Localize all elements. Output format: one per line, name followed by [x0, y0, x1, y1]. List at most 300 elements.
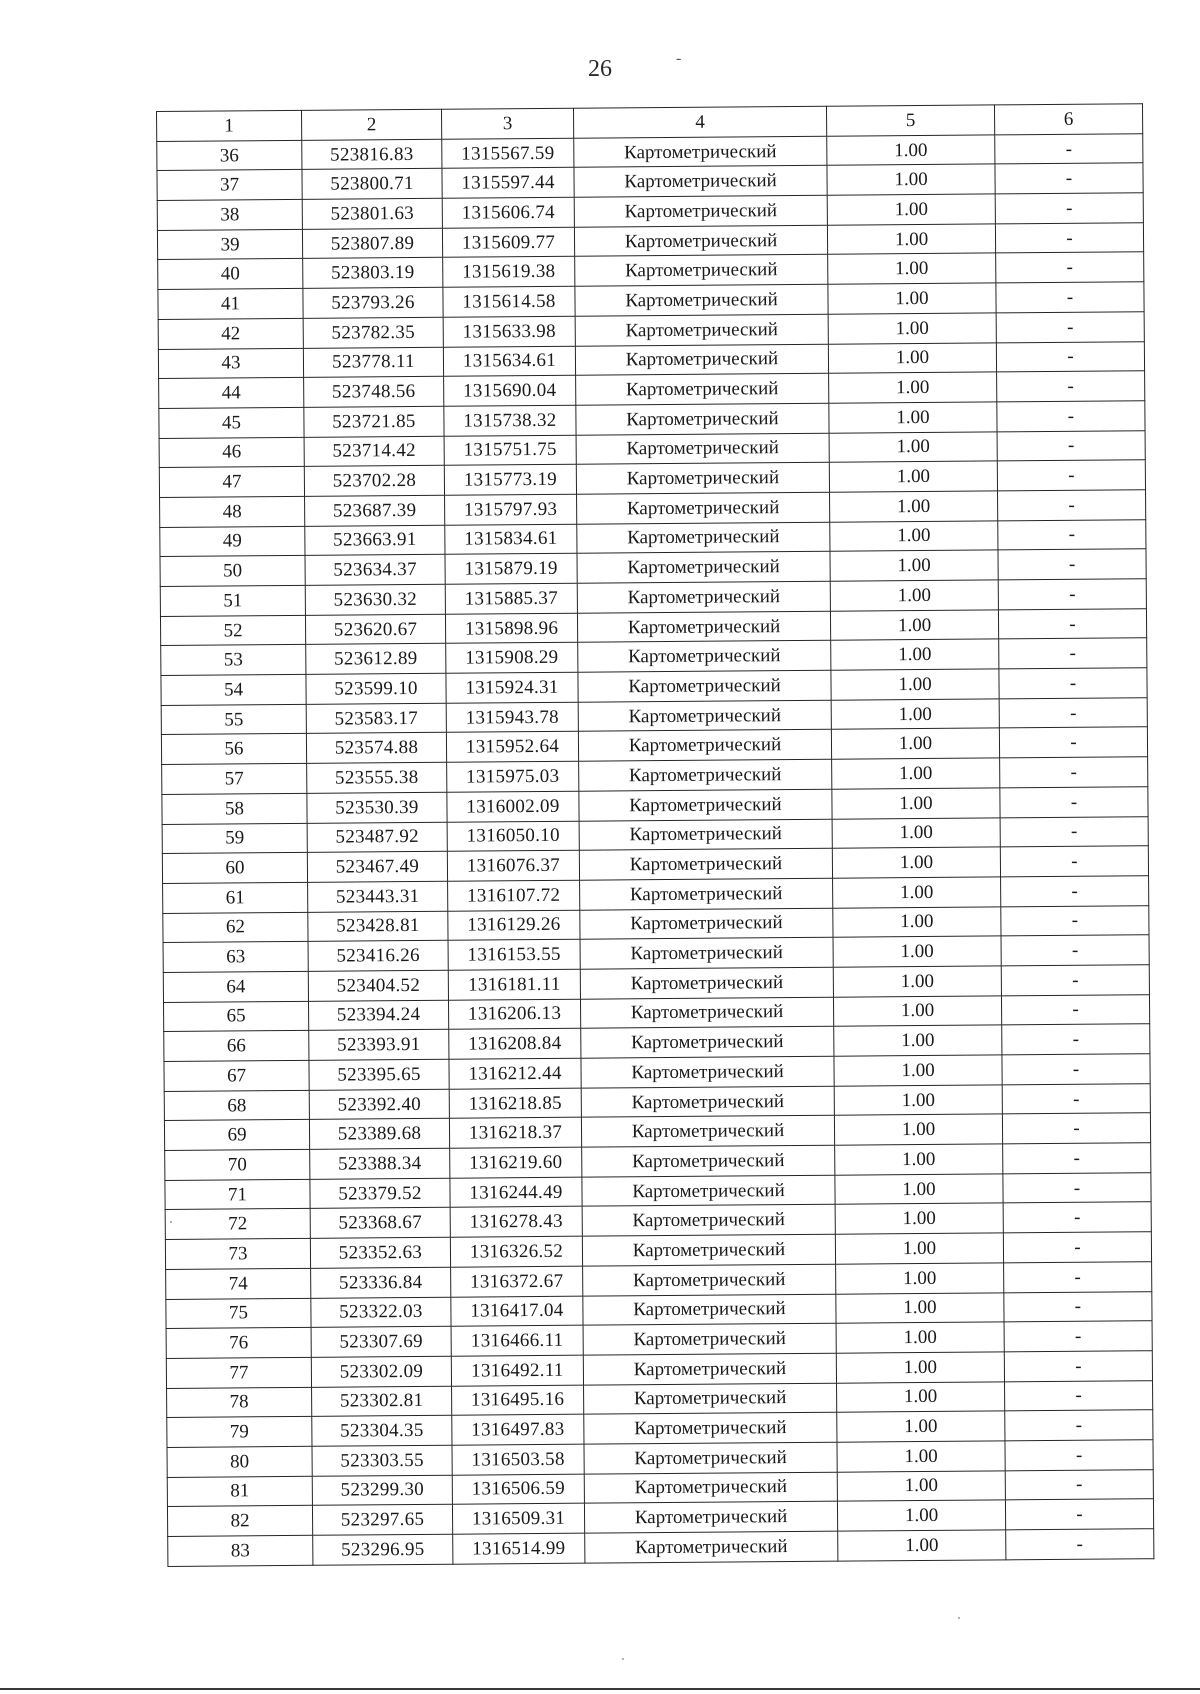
column-header-5: 5	[826, 105, 994, 136]
cell-coordinate-y: 1316497.83	[452, 1414, 584, 1445]
cell-coordinate-x: 523555.38	[307, 762, 447, 793]
cell-accuracy: 1.00	[828, 313, 996, 344]
cell-point-number: 71	[165, 1179, 310, 1210]
cell-coordinate-x: 523800.71	[302, 169, 442, 200]
cell-accuracy: 1.00	[829, 402, 997, 433]
cell-point-number: 41	[158, 288, 303, 319]
cell-coordinate-x: 523299.30	[312, 1475, 452, 1506]
cell-point-number: 55	[161, 704, 306, 735]
cell-coordinate-y: 1315943.78	[446, 702, 578, 733]
cell-method: Картометрический	[575, 284, 828, 316]
cell-coordinate-x: 523322.03	[311, 1297, 451, 1328]
cell-coordinate-y: 1315619.38	[443, 257, 575, 288]
cell-coordinate-y: 1315898.96	[445, 613, 577, 644]
scan-speck	[170, 1221, 172, 1223]
cell-note: -	[1001, 905, 1149, 936]
cell-point-number: 39	[157, 229, 302, 260]
scan-speck	[622, 1658, 624, 1660]
cell-coordinate-y: 1316509.31	[452, 1503, 584, 1534]
cell-coordinate-y: 1316495.16	[452, 1385, 584, 1416]
cell-method: Картометрический	[574, 166, 827, 198]
cell-note: -	[1001, 876, 1149, 907]
cell-coordinate-y: 1316153.55	[448, 939, 580, 970]
cell-note: -	[996, 341, 1144, 372]
cell-method: Картометрический	[583, 1353, 836, 1385]
cell-point-number: 70	[165, 1149, 310, 1180]
cell-coordinate-x: 523574.88	[306, 733, 446, 764]
cell-method: Картометрический	[582, 1145, 835, 1177]
cell-coordinate-x: 523428.81	[308, 911, 448, 942]
cell-coordinate-x: 523296.95	[313, 1534, 453, 1565]
cell-point-number: 42	[158, 318, 303, 349]
cell-coordinate-x: 523748.56	[304, 376, 444, 407]
cell-coordinate-x: 523487.92	[307, 822, 447, 853]
cell-coordinate-x: 523336.84	[311, 1267, 451, 1298]
page-bottom-edge	[0, 1688, 1200, 1690]
cell-method: Картометрический	[583, 1323, 836, 1355]
cell-note: -	[1003, 1232, 1151, 1263]
cell-point-number: 60	[162, 853, 307, 884]
cell-note: -	[1005, 1440, 1153, 1471]
cell-accuracy: 1.00	[835, 1174, 1003, 1205]
cell-point-number: 43	[158, 348, 303, 379]
cell-note: -	[1000, 787, 1148, 818]
cell-coordinate-x: 523307.69	[311, 1326, 451, 1357]
cell-accuracy: 1.00	[833, 966, 1001, 997]
cell-note: -	[997, 371, 1145, 402]
cell-note: -	[1000, 816, 1148, 847]
cell-accuracy: 1.00	[828, 283, 996, 314]
cell-accuracy: 1.00	[829, 461, 997, 492]
cell-note: -	[999, 638, 1147, 669]
cell-coordinate-y: 1316076.37	[447, 850, 579, 881]
cell-note: -	[1000, 757, 1148, 788]
cell-accuracy: 1.00	[832, 788, 1000, 819]
cell-coordinate-x: 523395.65	[309, 1059, 449, 1090]
cell-method: Картометрический	[574, 136, 827, 168]
cell-accuracy: 1.00	[832, 758, 1000, 789]
cell-accuracy: 1.00	[827, 224, 995, 255]
cell-point-number: 80	[167, 1446, 312, 1477]
cell-accuracy: 1.00	[831, 699, 999, 730]
cell-coordinate-y: 1316218.37	[449, 1118, 581, 1149]
cell-accuracy: 1.00	[834, 1055, 1002, 1086]
cell-note: -	[1005, 1469, 1153, 1500]
cell-note: -	[995, 163, 1143, 194]
cell-note: -	[1005, 1380, 1153, 1411]
cell-note: -	[1005, 1410, 1153, 1441]
cell-coordinate-x: 523583.17	[306, 703, 446, 734]
cell-coordinate-y: 1315797.93	[445, 494, 577, 525]
cell-point-number: 83	[168, 1535, 313, 1566]
cell-note: -	[996, 252, 1144, 283]
cell-method: Картометрический	[584, 1472, 837, 1504]
cell-coordinate-y: 1316206.13	[448, 999, 580, 1030]
cell-coordinate-y: 1316050.10	[447, 821, 579, 852]
cell-coordinate-y: 1316181.11	[448, 969, 580, 1000]
cell-coordinate-y: 1316218.85	[449, 1088, 581, 1119]
cell-method: Картометрический	[577, 492, 830, 524]
cell-method: Картометрический	[580, 937, 833, 969]
cell-accuracy: 1.00	[834, 1085, 1002, 1116]
cell-method: Картометрический	[577, 581, 830, 613]
cell-method: Картометрический	[578, 641, 831, 673]
cell-note: -	[996, 312, 1144, 343]
cell-note: -	[1003, 1202, 1151, 1233]
cell-point-number: 50	[160, 556, 305, 587]
cell-accuracy: 1.00	[830, 491, 998, 522]
table-body	[157, 133, 1154, 1566]
cell-coordinate-y: 1315908.29	[446, 643, 578, 674]
cell-coordinate-y: 1315885.37	[445, 583, 577, 614]
cell-accuracy: 1.00	[836, 1322, 1004, 1353]
column-header-6: 6	[994, 104, 1142, 135]
cell-accuracy: 1.00	[836, 1263, 1004, 1294]
cell-note: -	[998, 519, 1146, 550]
cell-accuracy: 1.00	[830, 580, 998, 611]
cell-accuracy: 1.00	[837, 1500, 1005, 1531]
cell-point-number: 68	[164, 1090, 309, 1121]
cell-coordinate-x: 523687.39	[305, 495, 445, 526]
cell-note: -	[1002, 1083, 1150, 1114]
cell-note: -	[998, 608, 1146, 639]
cell-coordinate-x: 523368.67	[310, 1208, 450, 1239]
cell-coordinate-x: 523801.63	[302, 198, 442, 229]
cell-accuracy: 1.00	[830, 610, 998, 641]
cell-point-number: 79	[167, 1417, 312, 1448]
cell-point-number: 63	[163, 942, 308, 973]
cell-accuracy: 1.00	[837, 1470, 1005, 1501]
cell-accuracy: 1.00	[833, 996, 1001, 1027]
cell-method: Картометрический	[574, 195, 827, 227]
cell-method: Картометрический	[577, 611, 830, 643]
cell-point-number: 45	[159, 407, 304, 438]
column-header-4: 4	[573, 106, 826, 138]
cell-note: -	[998, 490, 1146, 521]
cell-note: -	[999, 727, 1147, 758]
page-number-mark: -	[676, 50, 682, 67]
cell-point-number: 36	[157, 140, 302, 171]
cell-method: Картометрический	[582, 1205, 835, 1237]
cell-note: -	[1001, 965, 1149, 996]
cell-coordinate-x: 523714.42	[304, 436, 444, 467]
cell-point-number: 53	[161, 645, 306, 676]
cell-coordinate-x: 523721.85	[304, 406, 444, 437]
cell-coordinate-x: 523352.63	[310, 1237, 450, 1268]
cell-coordinate-y: 1316129.26	[448, 910, 580, 941]
cell-coordinate-y: 1316417.04	[451, 1296, 583, 1327]
cell-coordinate-y: 1315567.59	[442, 138, 574, 169]
column-header-3: 3	[441, 108, 573, 139]
cell-coordinate-y: 1316212.44	[449, 1058, 581, 1089]
cell-point-number: 69	[164, 1120, 309, 1151]
cell-point-number: 82	[167, 1506, 312, 1537]
cell-coordinate-y: 1315738.32	[444, 405, 576, 436]
cell-method: Картометрический	[577, 522, 830, 554]
cell-point-number: 44	[159, 378, 304, 409]
cell-point-number: 62	[163, 912, 308, 943]
cell-point-number: 64	[163, 971, 308, 1002]
cell-note: -	[1006, 1529, 1154, 1560]
cell-method: Картометрический	[578, 700, 831, 732]
cell-coordinate-x: 523389.68	[309, 1119, 449, 1150]
cell-method: Картометрический	[575, 344, 828, 376]
cell-method: Картометрический	[576, 403, 829, 435]
cell-note: -	[1003, 1172, 1151, 1203]
cell-point-number: 51	[160, 585, 305, 616]
cell-accuracy: 1.00	[828, 253, 996, 284]
cell-accuracy: 1.00	[834, 1025, 1002, 1056]
cell-accuracy: 1.00	[835, 1203, 1003, 1234]
cell-method: Картометрический	[585, 1531, 838, 1563]
cell-method: Картометрический	[576, 462, 829, 494]
cell-coordinate-x: 523303.55	[312, 1445, 452, 1476]
cell-coordinate-y: 1316514.99	[453, 1533, 585, 1564]
cell-method: Картометрический	[578, 730, 831, 762]
cell-method: Картометрический	[584, 1442, 837, 1474]
cell-method: Картометрический	[574, 225, 827, 257]
cell-point-number: 57	[162, 763, 307, 794]
cell-note: -	[1004, 1321, 1152, 1352]
cell-method: Картометрический	[584, 1412, 837, 1444]
cell-accuracy: 1.00	[833, 936, 1001, 967]
cell-note: -	[995, 222, 1143, 253]
cell-coordinate-x: 523467.49	[307, 851, 447, 882]
cell-accuracy: 1.00	[829, 372, 997, 403]
cell-method: Картометрический	[581, 1086, 834, 1118]
cell-coordinate-y: 1315975.03	[447, 761, 579, 792]
cell-point-number: 65	[163, 1001, 308, 1032]
cell-coordinate-x: 523620.67	[305, 614, 445, 645]
cell-coordinate-x: 523392.40	[309, 1089, 449, 1120]
cell-accuracy: 1.00	[838, 1530, 1006, 1561]
cell-accuracy: 1.00	[833, 877, 1001, 908]
cell-note: -	[996, 282, 1144, 313]
cell-method: Картометрический	[584, 1502, 837, 1534]
cell-point-number: 74	[166, 1268, 311, 1299]
cell-note: -	[995, 133, 1143, 164]
cell-method: Картометрический	[582, 1234, 835, 1266]
cell-coordinate-x: 523297.65	[312, 1505, 452, 1536]
cell-note: -	[1004, 1291, 1152, 1322]
table-row	[168, 1529, 1154, 1566]
cell-point-number: 66	[164, 1031, 309, 1062]
cell-accuracy: 1.00	[833, 906, 1001, 937]
cell-coordinate-x: 523816.83	[302, 139, 442, 170]
cell-method: Картометрический	[583, 1294, 836, 1326]
cell-accuracy: 1.00	[831, 639, 999, 670]
cell-coordinate-x: 523388.34	[310, 1148, 450, 1179]
cell-coordinate-x: 523302.09	[311, 1356, 451, 1387]
cell-coordinate-x: 523803.19	[303, 258, 443, 289]
cell-method: Картометрический	[581, 1027, 834, 1059]
cell-coordinate-y: 1315597.44	[442, 168, 574, 199]
cell-accuracy: 1.00	[830, 550, 998, 581]
cell-note: -	[1004, 1262, 1152, 1293]
cell-note: -	[998, 549, 1146, 580]
cell-note: -	[1002, 1113, 1150, 1144]
cell-accuracy: 1.00	[836, 1292, 1004, 1323]
cell-point-number: 81	[167, 1476, 312, 1507]
cell-coordinate-y: 1315879.19	[445, 554, 577, 585]
cell-coordinate-y: 1316244.49	[450, 1177, 582, 1208]
cell-coordinate-x: 523807.89	[302, 228, 442, 259]
cell-method: Картометрический	[580, 908, 833, 940]
cell-point-number: 58	[162, 793, 307, 824]
cell-note: -	[1000, 846, 1148, 877]
cell-method: Картометрический	[582, 1175, 835, 1207]
cell-coordinate-x: 523304.35	[312, 1415, 452, 1446]
cell-accuracy: 1.00	[831, 669, 999, 700]
cell-point-number: 46	[159, 437, 304, 468]
cell-coordinate-y: 1315614.58	[443, 286, 575, 317]
coordinates-table	[156, 103, 1154, 1566]
cell-accuracy: 1.00	[832, 817, 1000, 848]
cell-coordinate-x: 523443.31	[308, 881, 448, 912]
cell-coordinate-y: 1315633.98	[443, 316, 575, 347]
cell-coordinate-y: 1316326.52	[450, 1236, 582, 1267]
cell-coordinate-y: 1316492.11	[451, 1355, 583, 1386]
cell-coordinate-y: 1316278.43	[450, 1207, 582, 1238]
cell-note: -	[1004, 1351, 1152, 1382]
cell-point-number: 72	[165, 1209, 310, 1240]
cell-coordinate-x: 523416.26	[308, 940, 448, 971]
cell-method: Картометрический	[579, 819, 832, 851]
cell-coordinate-x: 523630.32	[305, 584, 445, 615]
cell-method: Картометрический	[577, 552, 830, 584]
cell-note: -	[1002, 1054, 1150, 1085]
cell-coordinate-y: 1315609.77	[442, 227, 574, 258]
cell-point-number: 59	[162, 823, 307, 854]
cell-method: Картометрический	[579, 759, 832, 791]
cell-coordinate-x: 523778.11	[303, 347, 443, 378]
cell-accuracy: 1.00	[830, 521, 998, 552]
cell-method: Картометрический	[578, 670, 831, 702]
cell-coordinate-y: 1315952.64	[446, 732, 578, 763]
cell-accuracy: 1.00	[837, 1411, 1005, 1442]
cell-coordinate-x: 523394.24	[308, 1000, 448, 1031]
column-header-2: 2	[301, 109, 441, 140]
scan-speck	[958, 1617, 960, 1619]
cell-method: Картометрический	[584, 1383, 837, 1415]
cell-accuracy: 1.00	[827, 164, 995, 195]
cell-coordinate-y: 1316506.59	[452, 1474, 584, 1505]
cell-point-number: 47	[159, 467, 304, 498]
cell-coordinate-x: 523379.52	[310, 1178, 450, 1209]
cell-coordinate-y: 1315751.75	[444, 435, 576, 466]
cell-note: -	[999, 697, 1147, 728]
cell-coordinate-y: 1316107.72	[448, 880, 580, 911]
cell-coordinate-x: 523702.28	[304, 465, 444, 496]
cell-point-number: 48	[160, 496, 305, 527]
cell-coordinate-y: 1316503.58	[452, 1444, 584, 1475]
cell-note: -	[997, 401, 1145, 432]
cell-method: Картометрический	[580, 997, 833, 1029]
cell-coordinate-x: 523612.89	[306, 644, 446, 675]
cell-coordinate-y: 1315773.19	[444, 464, 576, 495]
cell-point-number: 54	[161, 674, 306, 705]
cell-accuracy: 1.00	[827, 194, 995, 225]
cell-accuracy: 1.00	[836, 1352, 1004, 1383]
cell-method: Картометрический	[579, 848, 832, 880]
cell-point-number: 38	[157, 199, 302, 230]
cell-coordinate-y: 1315834.61	[445, 524, 577, 555]
cell-point-number: 75	[166, 1298, 311, 1329]
column-header-1: 1	[157, 110, 302, 141]
cell-accuracy: 1.00	[835, 1144, 1003, 1175]
cell-point-number: 56	[161, 734, 306, 765]
cell-note: -	[1003, 1143, 1151, 1174]
cell-note: -	[1001, 994, 1149, 1025]
cell-coordinate-x: 523393.91	[309, 1030, 449, 1061]
cell-accuracy: 1.00	[828, 342, 996, 373]
cell-point-number: 61	[163, 882, 308, 913]
cell-note: -	[997, 430, 1145, 461]
cell-accuracy: 1.00	[834, 1114, 1002, 1145]
cell-point-number: 77	[166, 1357, 311, 1388]
cell-coordinate-y: 1315634.61	[443, 346, 575, 377]
cell-accuracy: 1.00	[837, 1381, 1005, 1412]
cell-accuracy: 1.00	[827, 135, 995, 166]
cell-accuracy: 1.00	[837, 1441, 1005, 1472]
cell-method: Картометрический	[575, 314, 828, 346]
cell-point-number: 37	[157, 170, 302, 201]
cell-coordinate-y: 1316208.84	[449, 1029, 581, 1060]
cell-coordinate-x: 523302.81	[312, 1386, 452, 1417]
cell-method: Картометрический	[583, 1264, 836, 1296]
page-number: 26	[588, 56, 612, 82]
cell-coordinate-y: 1316466.11	[451, 1325, 583, 1356]
cell-method: Картометрический	[579, 789, 832, 821]
cell-coordinate-x: 523404.52	[308, 970, 448, 1001]
cell-point-number: 76	[166, 1328, 311, 1359]
cell-method: Картометрический	[576, 373, 829, 405]
cell-coordinate-x: 523793.26	[303, 287, 443, 318]
cell-note: -	[998, 579, 1146, 610]
cell-accuracy: 1.00	[832, 847, 1000, 878]
cell-accuracy: 1.00	[835, 1233, 1003, 1264]
cell-method: Картометрический	[575, 255, 828, 287]
cell-note: -	[999, 668, 1147, 699]
cell-note: -	[1002, 1024, 1150, 1055]
cell-method: Картометрический	[581, 1116, 834, 1148]
cell-note: -	[995, 193, 1143, 224]
cell-point-number: 67	[164, 1060, 309, 1091]
cell-accuracy: 1.00	[829, 431, 997, 462]
cell-point-number: 40	[158, 259, 303, 290]
cell-point-number: 73	[165, 1238, 310, 1269]
cell-coordinate-x: 523599.10	[306, 673, 446, 704]
cell-method: Картометрический	[580, 878, 833, 910]
cell-coordinate-x: 523782.35	[303, 317, 443, 348]
cell-coordinate-y: 1316372.67	[451, 1266, 583, 1297]
cell-point-number: 52	[160, 615, 305, 646]
cell-coordinate-x: 523663.91	[305, 525, 445, 556]
cell-coordinate-y: 1316002.09	[447, 791, 579, 822]
cell-coordinate-y: 1316219.60	[450, 1147, 582, 1178]
cell-coordinate-x: 523634.37	[305, 555, 445, 586]
cell-coordinate-y: 1315690.04	[444, 375, 576, 406]
cell-coordinate-x: 523530.39	[307, 792, 447, 823]
cell-method: Картометрический	[581, 1056, 834, 1088]
cell-note: -	[1005, 1499, 1153, 1530]
coordinates-table-container	[156, 103, 1154, 1566]
cell-accuracy: 1.00	[831, 728, 999, 759]
cell-method: Картометрический	[576, 433, 829, 465]
cell-coordinate-y: 1315924.31	[446, 672, 578, 703]
cell-note: -	[1001, 935, 1149, 966]
cell-method: Картометрический	[580, 967, 833, 999]
